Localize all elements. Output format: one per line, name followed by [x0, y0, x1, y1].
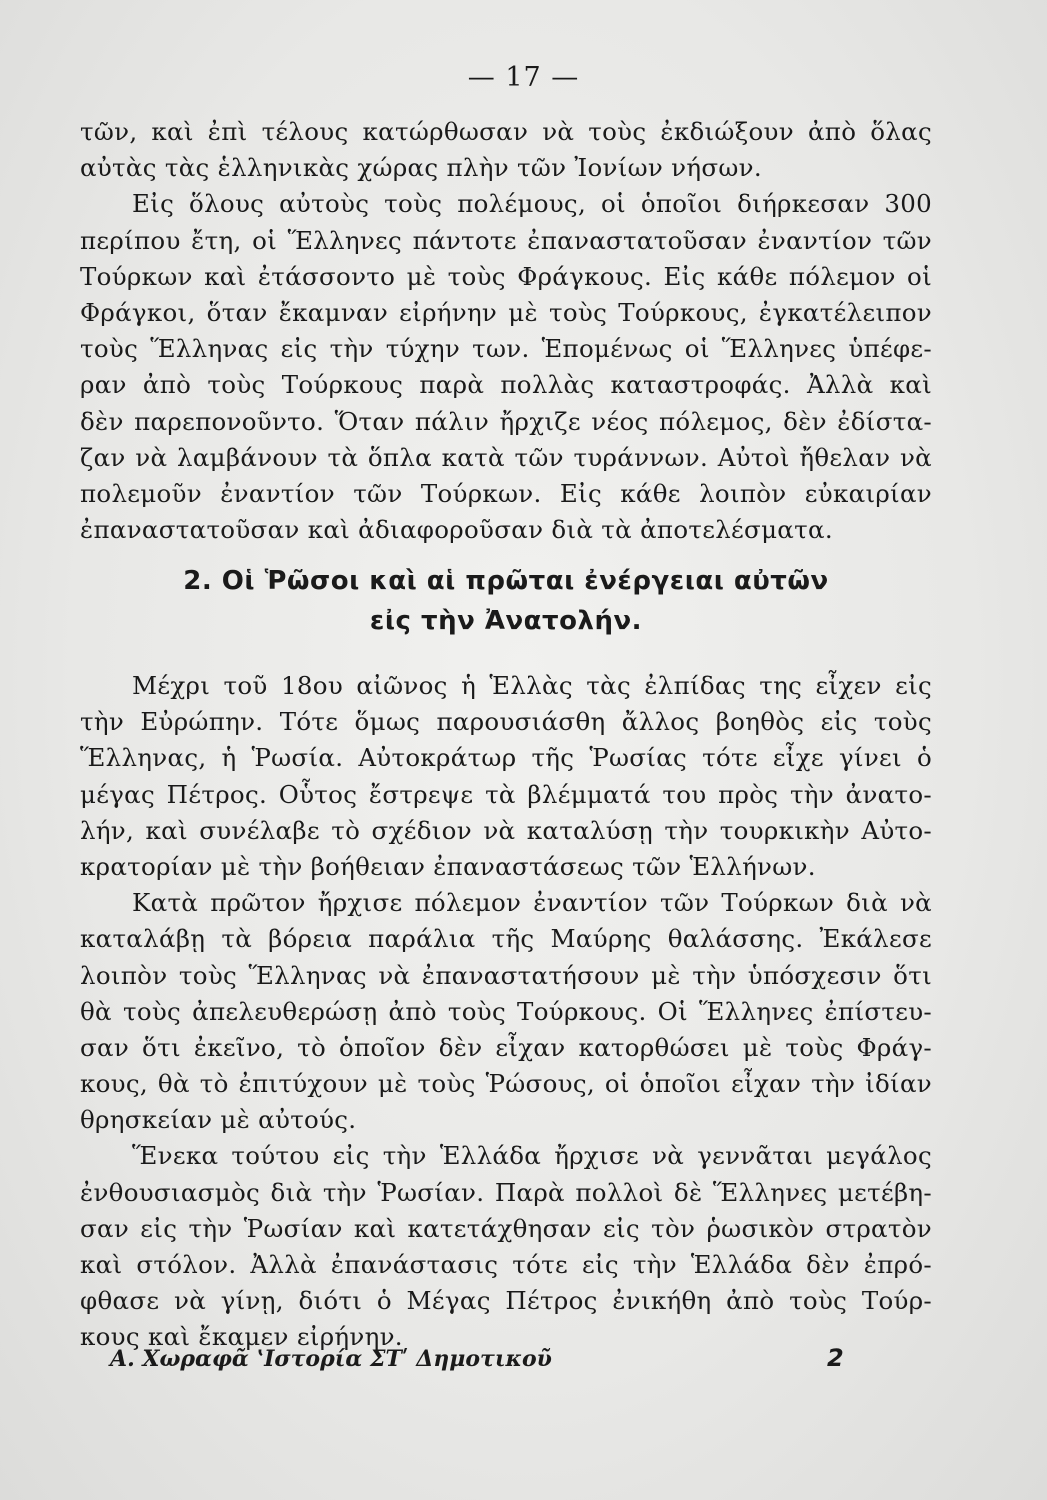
text-line: κρατορίαν μὲ τὴν βοήθειαν ἐπαναστάσεως τῶν Ἑλλήνων. — [80, 851, 816, 881]
text-line: ραν ἀπὸ τοὺς Τούρκους παρὰ πολλὰς καταστροφάς. Ἀλλὰ καὶ — [80, 370, 932, 400]
text-line: καταλάβῃ τὰ βόρεια παράλια τῆς Μαύρης θαλάσσης. Ἐκάλεσε — [80, 924, 932, 954]
section-heading-line-2: εἰς τὴν Ἀνατολήν. — [369, 606, 643, 636]
text-line: κους, θὰ τὸ ἐπιτύχουν μὲ τοὺς Ῥώσους, οἱ ὁποῖοι εἶχαν τὴν ἰδίαν — [80, 1069, 932, 1099]
text-line: ἐπαναστατοῦσαν καὶ ἀδιαφοροῦσαν διὰ τὰ ἀποτελέσματα. — [80, 515, 833, 545]
text-line: θρησκείαν μὲ αὐτούς. — [80, 1105, 357, 1135]
text-line: αὐτὰς τὰς ἑλληνικὰς χώρας πλὴν τῶν Ἰονίων νήσων. — [80, 153, 762, 183]
text-line: δὲν παρεπονοῦντο. Ὅταν πάλιν ἤρχιζε νέος πόλεμος, δὲν ἐδίστα- — [80, 406, 932, 436]
text-line: ἐνθουσιασμὸς διὰ τὴν Ῥωσίαν. Παρὰ πολλοὶ δὲ Ἕλληνες μετέβη- — [80, 1177, 932, 1207]
text-line: Φράγκοι, ὅταν ἔκαμναν εἰρήνην μὲ τοὺς Τούρκους, ἐγκατέλειπον — [80, 297, 932, 327]
text-line: θὰ τοὺς ἀπελευθερώσῃ ἀπὸ τοὺς Τούρκους. Οἱ Ἕλληνες ἐπίστευ- — [80, 996, 932, 1026]
text-line: σαν εἰς τὴν Ῥωσίαν καὶ κατετάχθησαν εἰς τὸν ῥωσικὸν στρατὸν — [80, 1213, 932, 1243]
footer-book-title: Α. Χωραφᾶ ʽΙστορία ΣΤʹ Δημοτικοῦ — [110, 1346, 552, 1372]
text-line: πολεμοῦν ἐναντίον τῶν Τούρκων. Εἰς κάθε λοιπὸν εὐκαιρίαν — [80, 478, 932, 508]
text-line: λοιπὸν τοὺς Ἕλληνας νὰ ἐπαναστατήσουν μὲ τὴν ὑπόσχεσιν ὅτι — [80, 960, 932, 990]
text-line: Τούρκων καὶ ἐτάσσοντο μὲ τοὺς Φράγκους. Εἰς κάθε πόλεμον οἱ — [80, 261, 932, 291]
text-line: καὶ στόλον. Ἀλλὰ ἐπανάστασις τότε εἰς τὴν Ἑλλάδα δὲν ἐπρό- — [80, 1250, 932, 1279]
text-line: Κατὰ πρῶτον ἤρχισε πόλεμον ἐναντίον τῶν Τούρκων διὰ νὰ — [132, 888, 932, 918]
paragraph-block-1 — [80, 114, 932, 548]
text-line: Εἰς ὅλους αὐτοὺς τοὺς πολέμους, οἱ ὁποῖοι διήρκεσαν 300 — [132, 189, 932, 219]
text-line: περίπου ἔτη, οἱ Ἕλληνες πάντοτε ἐπαναστατοῦσαν ἐναντίον τῶν — [80, 225, 932, 255]
footer-sheet-number: 2 — [827, 1344, 844, 1372]
text-line: τὴν Εὐρώπην. Τότε ὅμως παρουσιάσθη ἄλλος βοηθὸς εἰς τοὺς — [80, 707, 932, 737]
text-line: λήν, καὶ συνέλαβε τὸ σχέδιον νὰ καταλύσῃ τὴν τουρκικὴν Αὐτο- — [80, 815, 932, 845]
text-line: σαν ὅτι ἐκεῖνο, τὸ ὁποῖον δὲν εἶχαν κατορθώσει μὲ τοὺς Φράγ- — [80, 1032, 932, 1062]
text-line: μέγας Πέτρος. Οὗτος ἔστρεψε τὰ βλέμματά του πρὸς τὴν ἀνατο- — [80, 779, 932, 809]
page-number: — 17 — — [467, 62, 580, 93]
text-line: ζαν νὰ λαμβάνουν τὰ ὅπλα κατὰ τῶν τυράννων. Αὐτοὶ ἤθελαν νὰ — [80, 442, 932, 472]
text-line: τῶν, καὶ ἐπὶ τέλους κατώρθωσαν νὰ τοὺς ἐκδιώξουν ἀπὸ ὅλας — [80, 117, 932, 146]
section-heading-line-1: 2. Οἱ Ῥῶσοι καὶ αἱ πρῶται ἐνέργειαι αὐτῶν — [183, 566, 829, 596]
text-line: φθασε νὰ γίνῃ, διότι ὁ Μέγας Πέτρος ἐνικήθη ἀπὸ τοὺς Τούρ- — [80, 1286, 932, 1316]
paragraph-block-2 — [80, 668, 932, 1356]
text-line: Ἕλληνας, ἡ Ῥωσία. Αὐτοκράτωρ τῆς Ῥωσίας τότε εἶχε γίνει ὁ — [80, 743, 932, 773]
text-line: Ἕνεκα τούτου εἰς τὴν Ἑλλάδα ἤρχισε νὰ γεννᾶται μεγάλος — [132, 1141, 932, 1171]
text-line: κους καὶ ἔκαμεν εἰρήνην. — [80, 1322, 403, 1352]
text-line: Μέχρι τοῦ 18ου αἰῶνος ἡ Ἑλλὰς τὰς ἐλπίδας της εἶχεν εἰς — [132, 671, 932, 700]
text-line: τοὺς Ἕλληνας εἰς τὴν τύχην των. Ἑπομένως οἱ Ἕλληνες ὑπέφε- — [80, 334, 932, 364]
